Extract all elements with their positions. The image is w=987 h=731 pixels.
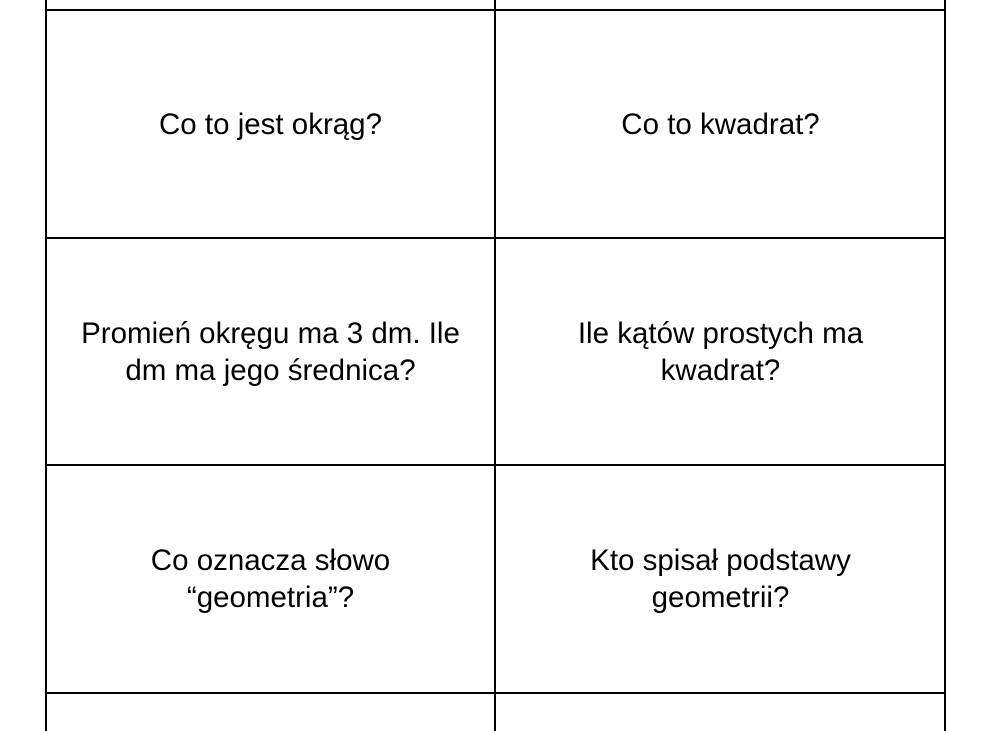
card-square-question bbox=[496, 11, 945, 237]
card-geometry-meaning-question bbox=[46, 466, 495, 692]
card-text bbox=[621, 106, 819, 143]
card-line: kwadrat? bbox=[660, 354, 781, 387]
card-next-right-partial bbox=[496, 694, 945, 731]
card-right-angles-question bbox=[496, 239, 945, 465]
card-text bbox=[81, 315, 460, 389]
card-geometry-author-question bbox=[496, 466, 945, 692]
card-line: Ile kątów prostych ma bbox=[577, 317, 864, 350]
card-line: “geometria”? bbox=[186, 581, 355, 614]
card-text bbox=[578, 315, 863, 389]
card-line: Kto spisał podstawy bbox=[590, 544, 851, 577]
card-text bbox=[151, 542, 390, 616]
card-radius-question bbox=[46, 239, 495, 465]
card-next-left-partial bbox=[46, 694, 495, 731]
card-line: Co to kwadrat? bbox=[621, 107, 820, 141]
card-text bbox=[159, 106, 382, 143]
card-line: geometrii? bbox=[651, 581, 790, 614]
card-text bbox=[590, 542, 851, 616]
card-circle-question bbox=[46, 11, 495, 237]
card-line: Promień okręgu ma 3 dm. Ile bbox=[81, 317, 460, 350]
card-line: Co to jest okrąg? bbox=[158, 107, 382, 141]
card-line: Co oznacza słowo bbox=[150, 544, 391, 577]
card-line: dm ma jego średnica? bbox=[125, 354, 416, 387]
